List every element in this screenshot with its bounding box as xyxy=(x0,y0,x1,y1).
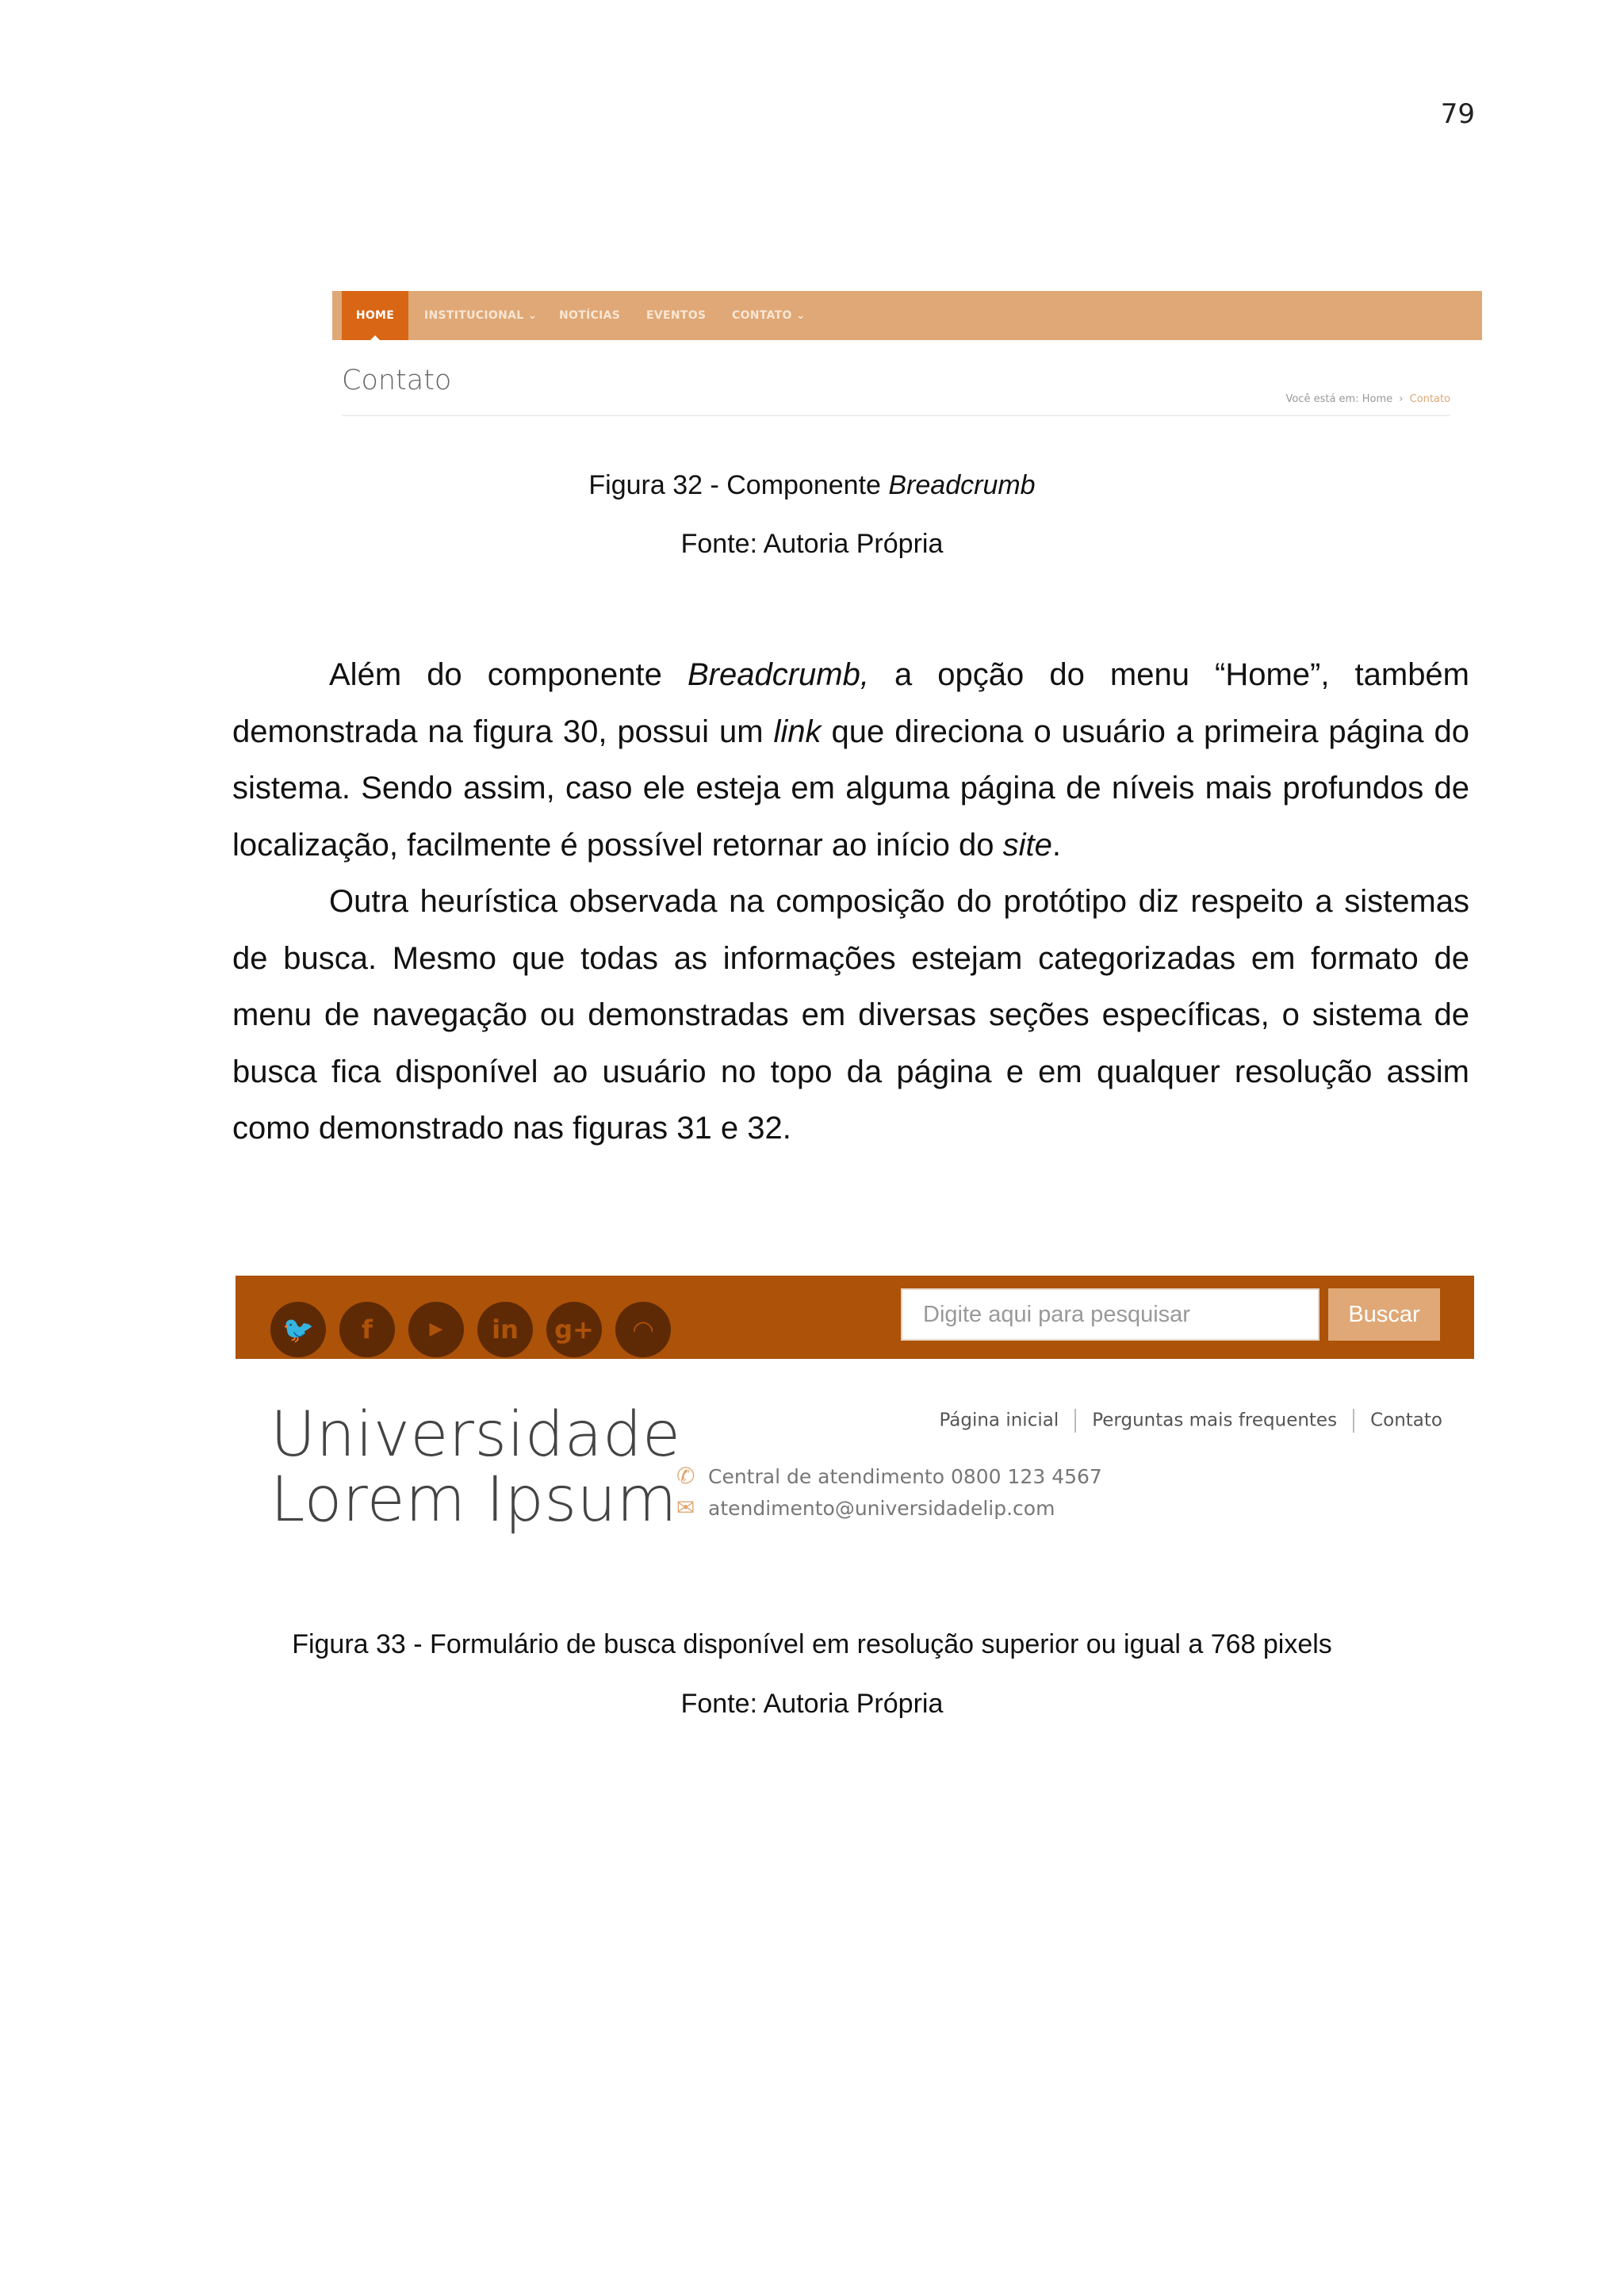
email-text[interactable]: atendimento@universidadelip.com xyxy=(708,1497,1055,1520)
figure-32-caption xyxy=(0,470,1624,501)
body-text xyxy=(232,647,1469,1158)
figure-32-breadcrumb-screenshot xyxy=(332,291,1482,426)
phone-icon: ✆ xyxy=(676,1463,695,1489)
university-logo[interactable] xyxy=(270,1399,681,1536)
link-divider xyxy=(1353,1409,1354,1433)
facebook-icon[interactable]: f xyxy=(339,1302,395,1357)
text-run-italic: Breadcrumb, xyxy=(687,657,869,692)
twitter-icon[interactable]: 🐦 xyxy=(270,1302,326,1357)
breadcrumb-separator-icon: › xyxy=(1399,393,1404,405)
paragraph-1 xyxy=(232,647,1469,874)
nav-item-contato[interactable]: CONTATO ⌄ xyxy=(732,309,806,322)
page-title: Contato xyxy=(342,365,452,396)
top-bar xyxy=(236,1276,1474,1359)
search-button[interactable]: Buscar xyxy=(1328,1288,1440,1341)
text-run-italic: link xyxy=(773,714,822,749)
breadcrumb-current: Contato xyxy=(1409,393,1450,405)
breadcrumb-prefix: Você está em: xyxy=(1285,393,1359,405)
top-links xyxy=(939,1409,1442,1433)
youtube-icon[interactable]: ▶ xyxy=(408,1302,464,1357)
email-row xyxy=(676,1494,1055,1521)
nav-item-institucional[interactable]: INSTITUCIONAL ⌄ xyxy=(424,309,538,322)
breadcrumb xyxy=(1285,393,1450,405)
caption-text: Figura 32 - Componente xyxy=(588,470,889,500)
main-navbar xyxy=(332,291,1482,340)
page-number: 79 xyxy=(1440,98,1475,130)
nav-item-label: HOME xyxy=(355,309,395,322)
logo-line-2: Lorem Ipsum xyxy=(270,1464,677,1536)
phone-row xyxy=(676,1463,1102,1489)
text-run: a opção do menu “Home”, também demonstrada na figura 30, possui um xyxy=(232,657,1469,749)
link-faq[interactable]: Perguntas mais frequentes xyxy=(1092,1410,1338,1431)
figure-32-source: Fonte: Autoria Própria xyxy=(680,529,944,559)
logo-line-1: Universidade xyxy=(270,1399,681,1471)
phone-text: Central de atendimento 0800 123 4567 xyxy=(708,1465,1102,1488)
caption-italic-text: Breadcrumb xyxy=(888,470,1036,500)
nav-item-home[interactable] xyxy=(342,291,408,340)
link-contact[interactable]: Contato xyxy=(1370,1410,1442,1431)
search-input[interactable]: Digite aqui para pesquisar xyxy=(901,1288,1320,1341)
link-home[interactable]: Página inicial xyxy=(939,1410,1059,1431)
text-run: Além do componente xyxy=(329,657,688,692)
rss-icon[interactable]: ◠ xyxy=(615,1302,671,1357)
linkedin-icon[interactable]: in xyxy=(477,1302,533,1357)
text-run: . xyxy=(1051,827,1061,863)
text-run: que direciona o usuário a primeira página do sistema. Sendo assim, caso ele esteja em alguma página de níveis mais profundos de localização, facilmente é possível retornar ao início do xyxy=(232,714,1469,863)
google-plus-icon[interactable]: g+ xyxy=(546,1302,602,1357)
nav-item-noticias[interactable]: NOTÍCIAS xyxy=(559,309,621,322)
text-run-italic: site xyxy=(1002,827,1052,863)
active-indicator-icon xyxy=(370,335,380,340)
nav-item-eventos[interactable]: EVENTOS xyxy=(646,309,707,322)
divider xyxy=(342,415,1450,416)
figure-33-search-screenshot xyxy=(236,1276,1474,1545)
paragraph-2: Outra heurística observada na composição do protótipo diz respeito a sistemas de busca. Mesmo que todas as informações estejam categorizadas em formato de menu de navegação ou demonstradas em diversas seções específicas, o sistema de busca fica disponível ao usuário no topo da página e em qualquer resolução assim como demonstrado nas figuras 31 e 32. xyxy=(232,884,1469,1146)
figure-33-source: Fonte: Autoria Própria xyxy=(680,1689,944,1719)
mail-icon: ✉ xyxy=(676,1494,695,1521)
figure-33-caption: Figura 33 - Formulário de busca disponível em resolução superior ou igual a 768 pixels xyxy=(292,1629,1332,1659)
link-divider xyxy=(1074,1409,1076,1433)
breadcrumb-home-link[interactable]: Home xyxy=(1362,393,1393,405)
